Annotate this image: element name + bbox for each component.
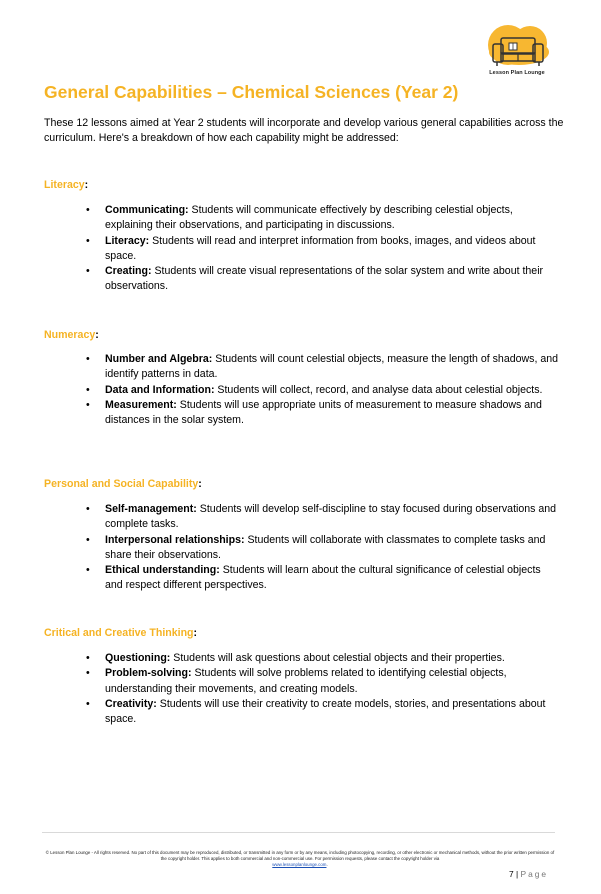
section-heading-personal-social	[44, 478, 202, 490]
page-title: General Capabilities – Chemical Sciences (Year 2)	[44, 82, 459, 102]
item-term: Questioning:	[105, 652, 171, 664]
list-item	[0, 264, 601, 295]
critical-creative-list	[0, 651, 601, 727]
item-term: Ethical understanding:	[105, 564, 220, 577]
numeracy-list	[0, 352, 601, 428]
footer-divider	[42, 832, 555, 833]
section-heading-numeracy	[44, 329, 99, 341]
website-link[interactable]: www.lessonplanlounge.com	[272, 862, 327, 868]
page-number	[509, 869, 548, 879]
list-item	[0, 563, 601, 594]
item-text: Students will collaborate with classmates to complete tasks and share their observations.	[105, 533, 546, 561]
item-term: Data and Information:	[105, 383, 215, 396]
section-heading-text: Numeracy	[44, 329, 96, 341]
list-item	[0, 651, 601, 666]
heading-colon: :	[198, 478, 202, 490]
heading-colon: :	[95, 329, 99, 341]
item-term: Interpersonal relationships:	[105, 533, 245, 546]
item-term: Self-management:	[105, 503, 197, 515]
bullet-icon: •	[86, 667, 90, 680]
item-text: Students will ask questions about celestial objects and their properties.	[170, 652, 505, 664]
page-number-value: 7	[509, 869, 514, 879]
page-separator: |	[513, 869, 521, 879]
heading-colon: :	[84, 179, 89, 191]
heading-colon: :	[193, 627, 198, 639]
item-text: Students will read and interpret information from books, images, and videos about space.	[105, 234, 536, 262]
item-term: Number and Algebra:	[105, 353, 213, 365]
bullet-icon: •	[86, 353, 90, 365]
bullet-icon: •	[86, 265, 90, 278]
page-label: Page	[520, 869, 549, 879]
bullet-icon: •	[86, 234, 90, 247]
item-text: Students will collect, record, and analyse data about celestial objects.	[214, 383, 543, 396]
list-item	[0, 203, 601, 234]
item-text: Students will learn about the cultural significance of celestial objects and respect different perspectives.	[105, 564, 541, 592]
intro-paragraph: These 12 lessons aimed at Year 2 students will incorporate and develop various general capabilities across the curriculum. Here's a breakdown of how each capability might be addressed:	[44, 117, 564, 144]
bullet-icon: •	[86, 697, 90, 710]
footer-copyright	[44, 850, 556, 869]
bullet-icon: •	[86, 564, 90, 577]
bullet-icon: •	[86, 503, 90, 515]
item-text: Students will communicate effectively by describing celestial objects, explaining their observations, and participating in discussions.	[105, 204, 513, 232]
section-heading-text: Personal and Social Capability	[44, 478, 199, 490]
section-heading-critical-creative	[44, 627, 197, 639]
bullet-icon: •	[86, 533, 90, 546]
logo-text: Lesson Plan Lounge	[489, 70, 545, 76]
personal-social-list	[0, 502, 601, 594]
section-heading-literacy	[44, 179, 88, 191]
section-heading-text: Literacy	[44, 179, 85, 191]
bullet-icon: •	[86, 204, 90, 216]
list-item	[0, 398, 601, 429]
bullet-icon: •	[86, 652, 90, 664]
item-term: Communicating:	[105, 204, 189, 216]
bullet-icon: •	[86, 398, 90, 411]
website-suffix: .	[326, 862, 328, 868]
literacy-list	[0, 203, 601, 295]
section-heading-text: Critical and Creative Thinking	[44, 627, 194, 639]
list-item	[0, 502, 601, 533]
item-text: Students will solve problems related to identifying celestial objects, understanding their movements, and creating models.	[105, 667, 507, 695]
item-term: Problem-solving:	[105, 667, 192, 680]
list-item	[0, 352, 601, 383]
item-term: Measurement:	[105, 398, 177, 411]
item-text: Students will develop self-discipline to stay focused during observations and complete tasks.	[105, 503, 557, 531]
list-item	[0, 383, 601, 398]
list-item	[0, 533, 601, 564]
item-term: Creativity:	[105, 697, 157, 710]
item-term: Creating:	[105, 265, 152, 278]
item-text: Students will use their creativity to create models, stories, and presentations about space.	[105, 697, 546, 726]
copyright-text: © Lesson Plan Lounge - All rights reserved. No part of this document may be reproduced, distributed, or transmitted in any form or by any means, including photocopying, recording, or other electronic or mechanical methods, without the prior written permission of the copyright holder. This applies to both commercial and non-commercial use. For permission requests, please contact the copyright holder via	[45, 850, 555, 862]
item-text: Students will create visual representations of the solar system and write about their observations.	[105, 265, 544, 293]
bullet-icon: •	[86, 383, 90, 396]
list-item	[0, 234, 601, 265]
item-text: Students will use appropriate units of measurement to measure shadows and distances in the solar system.	[105, 398, 542, 427]
list-item	[0, 697, 601, 728]
item-term: Literacy:	[105, 234, 150, 247]
list-item	[0, 666, 601, 697]
item-text: Students will count celestial objects, measure the length of shadows, and identify patterns in data.	[105, 353, 559, 381]
